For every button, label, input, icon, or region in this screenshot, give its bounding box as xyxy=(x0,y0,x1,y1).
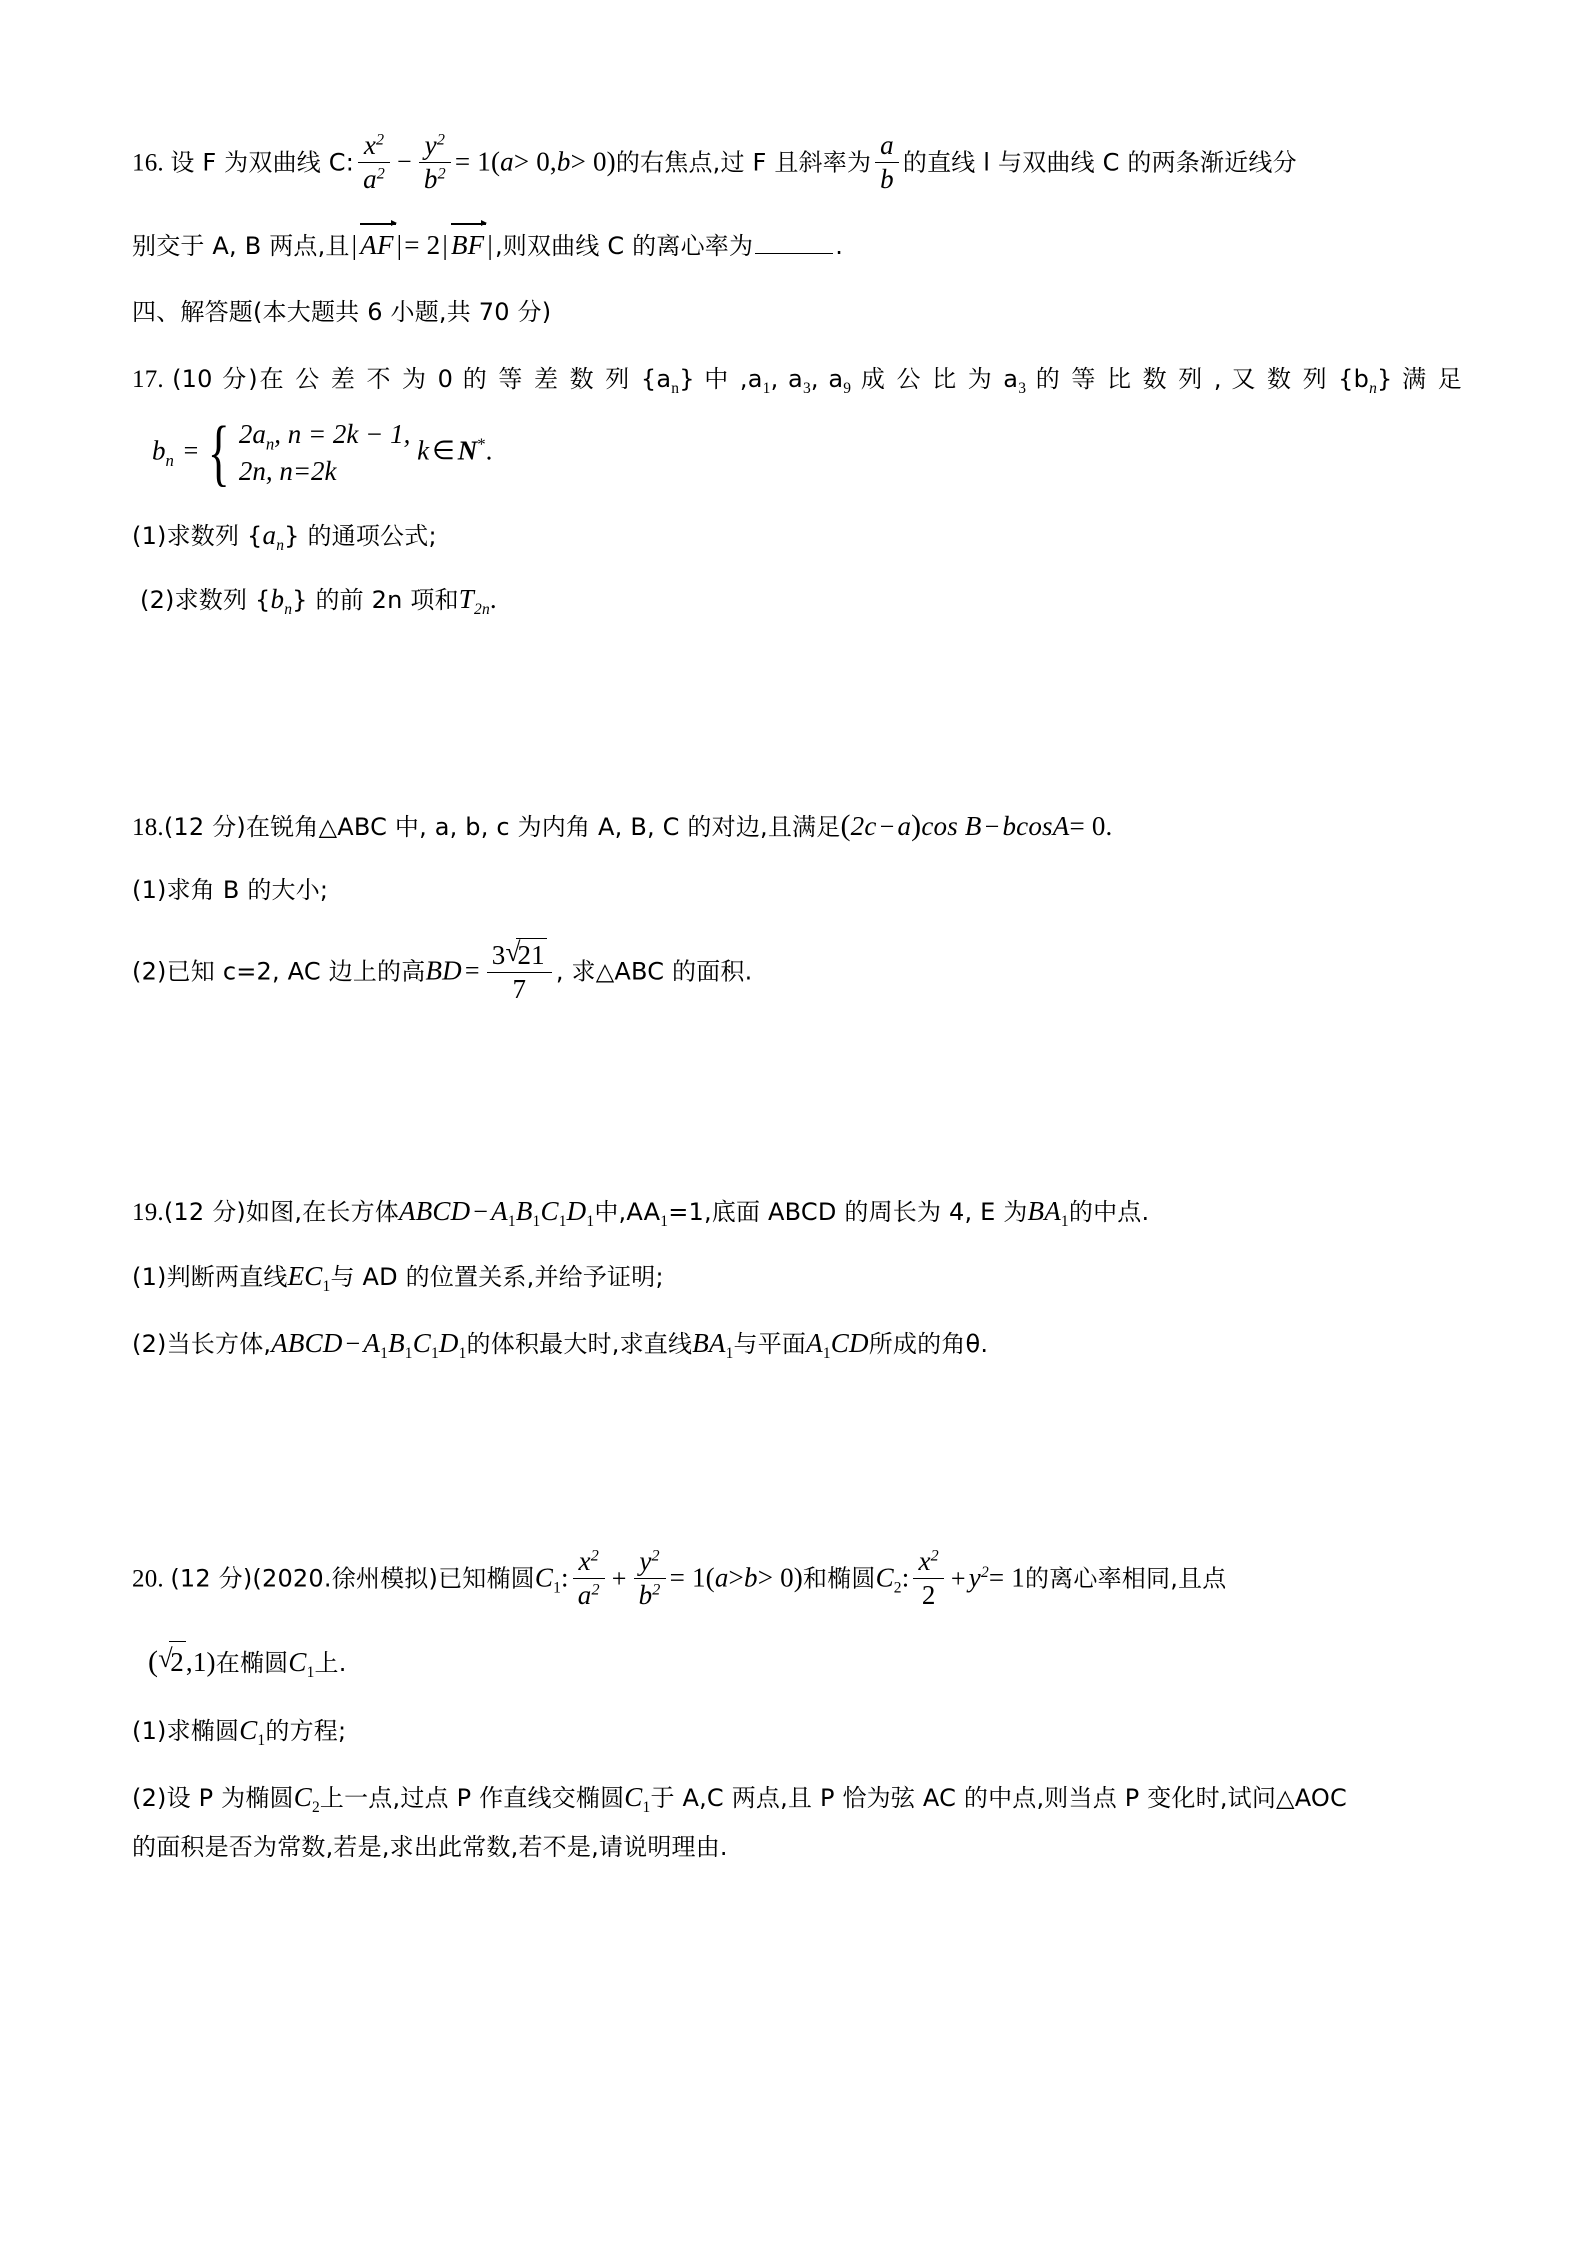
problem-16-number: 16. xyxy=(132,149,164,177)
equals-one: = 1( xyxy=(454,146,501,177)
problem-18-score: (12 分) xyxy=(163,812,246,841)
vector-AF: AF xyxy=(360,223,393,265)
problem-16-text-c: 的直线 l 与双曲线 C 的两条渐近线分 xyxy=(902,148,1297,177)
problem-19-q2: (2)当长方体,ABCD − $A_1B_1C_1D_1$的体积最大时,求直线$BA_1$与平面$A_1CD$所成的角θ. xyxy=(132,1328,989,1363)
problem-20-source: (2020.徐州模拟) xyxy=(252,1564,439,1593)
problem-19-q1: (1)判断两直线$EC_1$与 AD 的位置关系,并给予证明; xyxy=(132,1260,664,1295)
problem-17: 17. (10 分)在 公 差 不 为 0 的 等 差 数 列 $\{a_n\}$ 中 $,a_1$, $a_3$, $a_9$ 成 公 比 为 $a_3$ 的 等 比 数 列 , 又 数 列 $\{b_n\}$ 满 足 xyxy=(132,364,1462,397)
answer-space-18 xyxy=(132,1007,1462,1192)
problem-20-line2: ( √ 2,1)在椭圆$C_1$上. xyxy=(132,1640,1462,1684)
problem-19: 19.(12 分)如图,在长方体ABCD − $A_1B_1C_1D_1$中$,AA_1=1$,底面 ABCD 的周长为 4, E 为$BA_1$的中点. xyxy=(132,1195,1150,1230)
problem-20-q2: (2)设 P 为椭圆$C_2$上一点,过点 P 作直线交椭圆$C_1$于 A,C 两点,且 P 恰为弦 AC 的中点,则当点 P 变化时,试问△AOC xyxy=(132,1782,1347,1817)
ellipse1-term-x: $\frac{x^2}{a^2}$ xyxy=(573,1546,605,1611)
hyperbola-term-x: $\frac{x^2}{a^2}$ xyxy=(358,130,390,195)
vector-BF: BF xyxy=(451,223,484,265)
piecewise-definition: { $2a_n$, n = 2k − 1, 2n, n=2k xyxy=(208,411,411,494)
minus-operator: − xyxy=(397,147,412,177)
hyperbola-term-y: $\frac{y^2}{b^2}$ xyxy=(419,130,451,195)
problem-17-q1: (1)求数列 $\{a_n\}$ 的通项公式; xyxy=(132,520,437,555)
section-heading-text: 四、解答题(本大题共 6 小题,共 70 分) xyxy=(132,298,552,327)
problem-17-score: (10 分) xyxy=(172,364,258,393)
problem-16: 16. 设 F 为双曲线 C: $\frac{x^2}{a^2}$ − $\frac{y^2}{b^2}$ = 1(a> 0,b> 0)的右焦点,过 F 且斜率为 $\frac{a}{b}$ 的直线 l 与双曲线 C 的两条渐近线分 xyxy=(132,130,1297,195)
problem-18-number: 18. xyxy=(132,813,164,841)
problem-20-q1: (1)求椭圆$C_1$的方程; xyxy=(132,1715,347,1750)
problem-16-text-b: 的右焦点,过 F 且斜率为 xyxy=(615,148,872,177)
problem-16-line2: 别交于 A, B 两点,且| AF |= 2| BF |,则双曲线 C 的离心率为 . xyxy=(132,223,1462,265)
slope-fraction: $\frac{a}{b}$ xyxy=(875,130,899,195)
problem-17-number: 17. xyxy=(132,365,164,393)
section-heading xyxy=(132,295,1462,331)
problem-19-score: (12 分) xyxy=(163,1197,246,1226)
answer-blank-16[interactable] xyxy=(755,233,833,254)
page-content xyxy=(132,132,1462,1866)
answer-space-17 xyxy=(132,619,1462,804)
sqrt-2: √ 2 xyxy=(158,1641,186,1682)
sqrt-21: √ 21 xyxy=(505,938,546,971)
problem-19-number: 19. xyxy=(132,1198,164,1226)
problem-20-q2-cont: 的面积是否为常数,若是,求出此常数,若不是,请说明理由. xyxy=(132,1832,728,1861)
problem-20-number: 20. xyxy=(132,1565,164,1593)
problem-18: 18.(12 分)在锐角△ABC 中, a, b, c 为内角 A, B, C 的对边,且满足(2c − a)cos B − bcosA= 0. xyxy=(132,808,1113,842)
problem-17-piecewise: $b_n$ = { $2a_n$, n = 2k − 1, 2n, n=2k k ∈ N*. xyxy=(152,411,493,494)
ellipse1-term-y: $\frac{y^2}{b^2}$ xyxy=(634,1546,666,1611)
problem-18-q2: (2)已知 c=2, AC 边上的高BD = $\frac{3 √ 21}{7}$ , 求△ABC 的面积. xyxy=(132,940,1462,1007)
answer-space-19 xyxy=(132,1363,1462,1548)
height-fraction: $\frac{3 √ 21}{7}$ xyxy=(487,938,552,1005)
problem-17-q2: (2)求数列 $\{b_n\}$ 的前 2n 项和$T_{2n}$. xyxy=(140,583,497,618)
ellipse2-term-x: $\frac{x^2}{2}$ xyxy=(913,1546,943,1611)
problem-18-q1: (1)求角 B 的大小; xyxy=(132,876,329,905)
problem-20-score: (12 分) xyxy=(170,1564,253,1593)
problem-20: 20. (12 分)(2020.徐州模拟)已知椭圆$C_1$: $\frac{x^2}{a^2}$ + $\frac{y^2}{b^2}$ = 1(a>b> 0)和椭圆$C_2$: $\frac{x^2}{2}$ + $y^2= 1$的离心率相同,且点 xyxy=(132,1546,1227,1611)
problem-16-text-a: 设 F 为双曲线 C: xyxy=(170,148,355,177)
